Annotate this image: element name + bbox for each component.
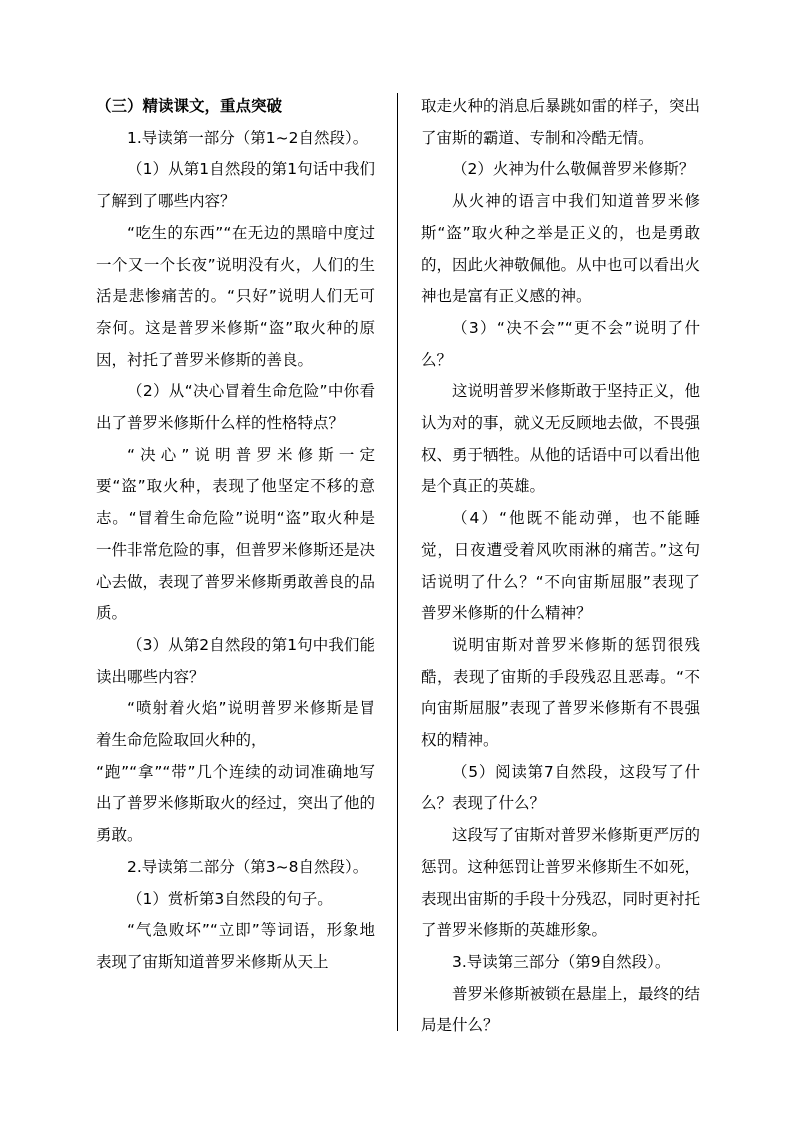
answer-1-1: “吃生的东西”“在无边的黑暗中度过一个又一个长夜”说明没有火，人们的生活是悲惨痛苦的。“只好”说明人们无可奈何。这是普罗米修斯“盗”取火种的原因，衬托了普罗米修斯的善良。 xyxy=(96,223,375,369)
question-2-5: （5）阅读第7自然段，这段写了什么？表现了什么？ xyxy=(421,762,700,813)
question-3-1: 普罗米修斯被锁在悬崖上，最终的结局是什么？ xyxy=(421,984,701,1035)
question-1-3: （3）从第2自然段的第1句中我们能读出哪些内容？ xyxy=(96,635,375,686)
answer-2-4: 说明宙斯对普罗米修斯的惩罚很残酷，表现了宙斯的手段残忍且恶毒。“不向宙斯屈服”表现了普罗米修斯有不畏强权的精神。 xyxy=(421,635,700,750)
right-column xyxy=(421,91,700,1042)
answer-2-1-start: “气急败坏”“立即”等词语，形象地表现了宙斯知道普罗米修斯从天上 xyxy=(96,921,375,971)
question-1-1: （1）从第1自然段的第1句话中我们了解到了哪些内容？ xyxy=(96,160,375,211)
answer-2-5: 这段写了宙斯对普罗米修斯更严厉的惩罚。这种惩罚让普罗米修斯生不如死，表现出宙斯的手段十分残忍，同时更衬托了普罗米修斯的英雄形象。 xyxy=(421,826,701,940)
answer-1-2: “决心”说明普罗米修斯一定要“盗”取火种，表现了他坚定不移的意志。“冒着生命危险”说明“盗”取火种是一件非常危险的事，但普罗米修斯还是决心去做，表现了普罗米修斯勇敢善良的品质。 xyxy=(96,445,376,623)
answer-2-2: 从火神的语言中我们知道普罗米修斯“盗”取火种之举是正义的，也是勇敢的，因此火神敬佩他。从中也可以看出火神也是富有正义感的神。 xyxy=(421,192,701,306)
question-2-1: （1）赏析第3自然段的句子。 xyxy=(127,889,333,908)
answer-1-3-line-2: “跑”“拿”“带”几个连续的动词准确地写出了普罗米修斯取火的经过，突出了他的勇敢。 xyxy=(96,762,376,845)
section-heading: （三）精读课文，重点突破 xyxy=(96,97,283,115)
subsection-heading-part-3: 3.导读第三部分（第9自然段）。 xyxy=(452,952,671,971)
column-divider xyxy=(397,93,398,1031)
answer-2-1-end: 取走火种的消息后暴跳如雷的样子，突出了宙斯的霸道、专制和冷酷无情。 xyxy=(421,97,701,147)
question-1-2: （2）从“决心冒着生命危险”中你看出了普罗米修斯什么样的性格特点？ xyxy=(96,382,375,433)
question-2-3: （3）“决不会”“更不会”说明了什么？ xyxy=(421,318,700,369)
subsection-heading-part-2: 2.导读第二部分（第3~8自然段）。 xyxy=(127,857,369,876)
question-2-4: （4）“他既不能动弹，也不能睡觉，日夜遭受着风吹雨淋的痛苦。”这句话说明了什么？“不向宙斯屈服”表现了普罗米修斯的什么精神？ xyxy=(421,509,700,623)
subsection-heading-part-1: 1.导读第一部分（第1~2自然段）。 xyxy=(127,128,369,147)
left-column xyxy=(96,91,375,979)
question-2-2: （2）火神为什么敬佩普罗米修斯？ xyxy=(452,160,695,179)
answer-1-3-line-1: “喷射着火焰”说明普罗米修斯是冒着生命危险取回火种的， xyxy=(96,699,375,750)
answer-2-3: 这说明普罗米修斯敢于坚持正义，他认为对的事，就义无反顾地去做，不畏强权、勇于牺牲。从他的话语中可以看出他是个真正的英雄。 xyxy=(421,382,701,496)
